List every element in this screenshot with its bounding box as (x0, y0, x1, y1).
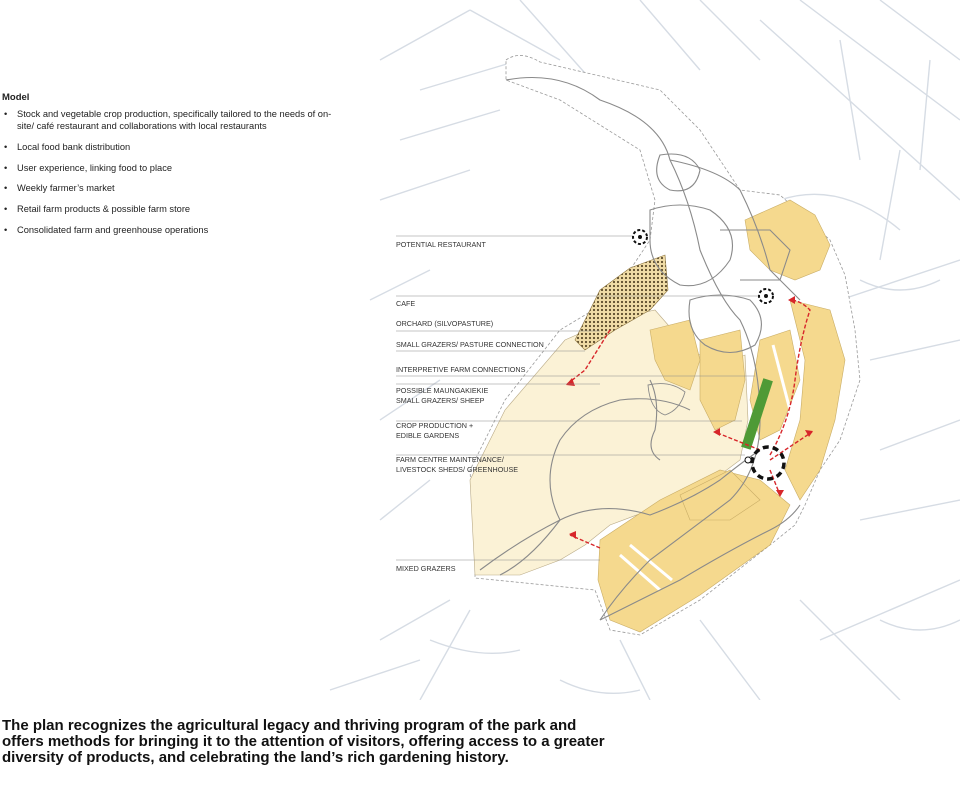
label-orchard: ORCHARD (SILVOPASTURE) (396, 319, 494, 328)
label-crop-production-line2: EDIBLE GARDENS (396, 431, 460, 440)
label-maungakiekie-line1: POSSIBLE MAUNGAKIEKIE (396, 386, 489, 395)
plan-caption: The plan recognizes the agricultural legacy and thriving program of the park and offers methods for bringing it to the attention of visitors, offering access to a greater diversity of products, and celebrating the land’s rich gardening history. (2, 717, 605, 767)
label-small-grazers-pasture: SMALL GRAZERS/ PASTURE CONNECTION (396, 340, 544, 349)
model-title: Model (2, 92, 30, 103)
model-bullet: • Retail farm products & possible farm store (2, 203, 332, 215)
label-potential-restaurant: POTENTIAL RESTAURANT (396, 240, 486, 249)
label-farm-centre-line1: FARM CENTRE MAINTENANCE/ (396, 455, 504, 464)
label-interpretive-farm: INTERPRETIVE FARM CONNECTIONS (396, 365, 526, 374)
model-bullet: • User experience, linking food to place (2, 162, 332, 174)
model-bullet: • Stock and vegetable crop production, specifically tailored to the needs of on-site/ café restaurant and collaborations with local restaurants (2, 108, 332, 132)
label-farm-centre-line2: LIVESTOCK SHEDS/ GREENHOUSE (396, 465, 519, 474)
model-bullet: • Local food bank distribution (2, 141, 332, 153)
model-bullet: • Consolidated farm and greenhouse operations (2, 224, 332, 236)
label-cafe: CAFE (396, 299, 416, 308)
label-mixed-grazers: MIXED GRAZERS (396, 564, 456, 573)
farm-centre-node (745, 457, 751, 463)
potential-restaurant-marker (633, 230, 647, 244)
label-crop-production-line1: CROP PRODUCTION + (396, 421, 474, 430)
label-maungakiekie-line2: SMALL GRAZERS/ SHEEP (396, 396, 485, 405)
model-bullet: • Weekly farmer’s market (2, 182, 332, 194)
